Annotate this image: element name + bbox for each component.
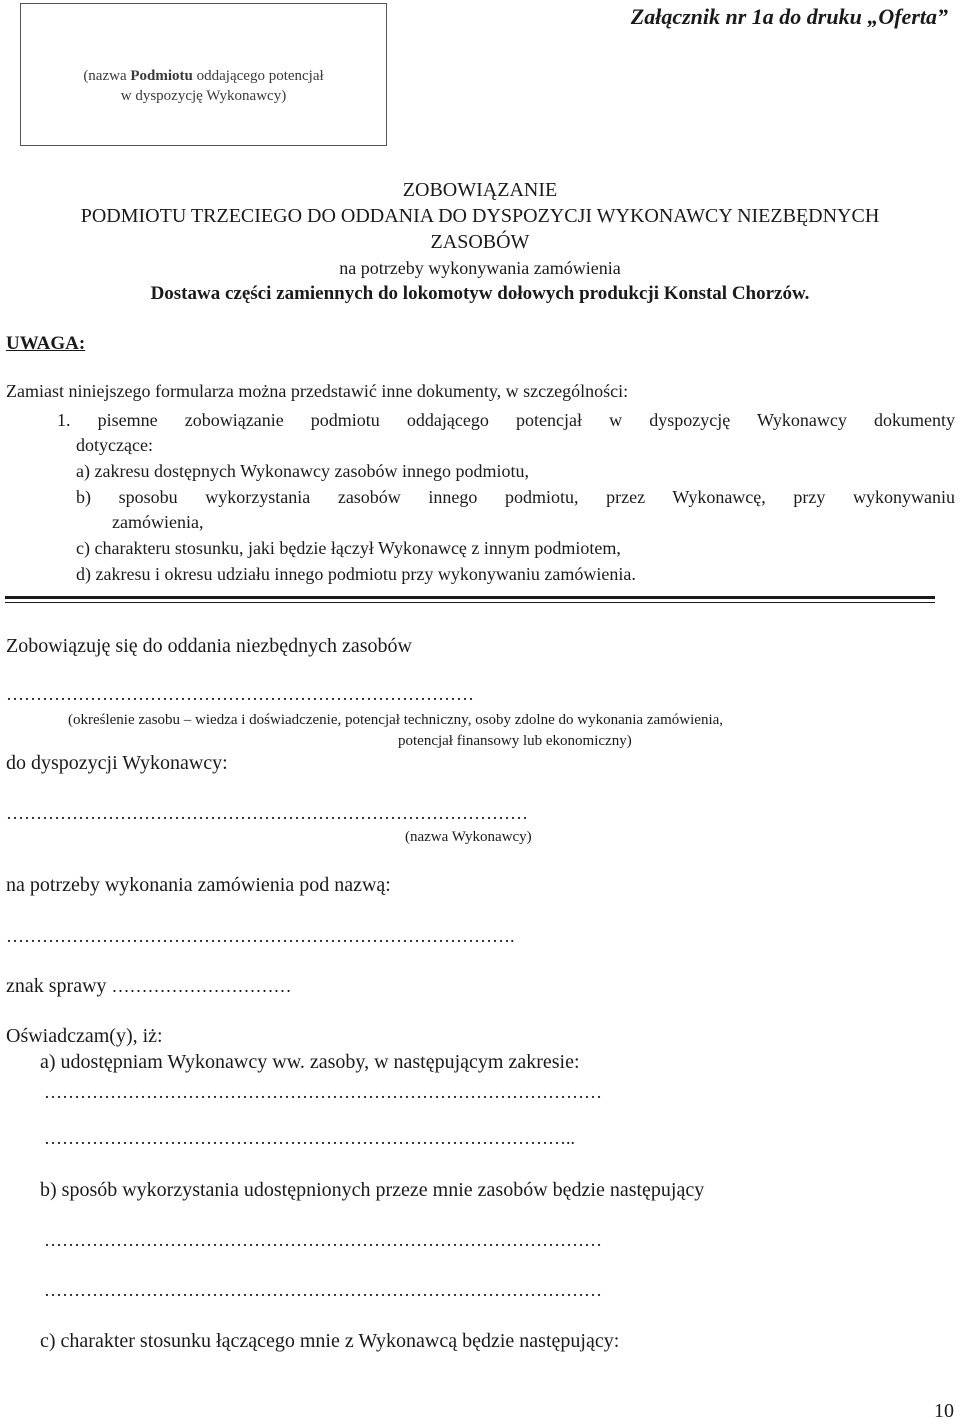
resource-hint-cont: potencjał finansowy lub ekonomiczny) xyxy=(398,733,632,749)
page-number: 10 xyxy=(934,1400,954,1422)
order-label: na potrzeby wykonania zamówienia pod nazwą: xyxy=(6,874,391,896)
entity-stamp-box xyxy=(20,3,387,146)
order-name: Dostawa części zamiennych do lokomotyw dołowych produkcji Konstal Chorzów. xyxy=(150,283,810,304)
doc-subtitle: na potrzeby wykonywania zamówienia xyxy=(339,258,621,278)
notice-item-b-cont: zamówienia, xyxy=(112,512,204,532)
commit-statement: Zobowiązuję się do oddania niezbędnych zasobów xyxy=(6,635,412,657)
stamp-caption-line2: w dyspozycję Wykonawcy) xyxy=(120,88,287,104)
order-fill-line: …………………………………………………………………………. xyxy=(6,926,515,946)
stamp-caption-prefix: (nazwa xyxy=(83,68,131,84)
notice-item-d: d) zakresu i okresu udziału innego podmiotu przy wykonywaniu zamówienia. xyxy=(76,564,636,584)
notice-intro: Zamiast niniejszego formularza można przedstawić inne dokumenty, w szczególności: xyxy=(6,381,629,401)
contractor-fill-line: …………………………………………………………………………… xyxy=(6,803,528,823)
doc-title-line3: ZASOBÓW xyxy=(430,231,530,253)
case-number-label: znak sprawy xyxy=(6,975,107,997)
declaration-item-a: a) udostępniam Wykonawcy ww. zasoby, w następującym zakresie: xyxy=(40,1051,580,1073)
separator-thick xyxy=(5,596,935,599)
doc-title: ZOBOWIĄZANIE xyxy=(402,179,558,201)
doc-title-line2: PODMIOTU TRZECIEGO DO ODDANIA DO DYSPOZYCJI WYKONAWCY NIEZBĘDNYCH xyxy=(80,205,880,227)
notice-item-a: a) zakresu dostępnych Wykonawcy zasobów innego podmiotu, xyxy=(76,461,529,481)
notice-item-1: 1. pisemne zobowiązanie podmiotu oddającego potencjał w dyspozycję Wykonawcy dokumenty xyxy=(57,410,955,430)
declaration-item-b: b) sposób wykorzystania udostępnionych przeze mnie zasobów będzie następujący xyxy=(40,1179,705,1201)
separator-thin xyxy=(5,602,935,603)
entity-stamp-caption xyxy=(21,66,386,106)
contractor-hint: (nazwa Wykonawcy) xyxy=(405,829,532,845)
stamp-caption-bold: Podmiotu xyxy=(130,68,193,84)
case-number-row xyxy=(6,973,292,999)
notice-label: UWAGA: xyxy=(6,333,86,354)
usage-fill-line-1: ………………………………………………………………………………… xyxy=(44,1230,602,1250)
scope-fill-line-1: ………………………………………………………………………………… xyxy=(44,1082,602,1102)
notice-item-c: c) charakteru stosunku, jaki będzie łączył Wykonawcę z innym podmiotem, xyxy=(76,538,621,558)
declaration-label: Oświadczam(y), iż: xyxy=(6,1025,163,1047)
notice-item-b: b) sposobu wykorzystania zasobów innego podmiotu, przez Wykonawcę, przy wykonywaniu xyxy=(76,487,955,507)
stamp-caption-suffix: oddającego potencjał xyxy=(192,68,324,84)
contractor-label: do dyspozycji Wykonawcy: xyxy=(6,752,228,774)
declaration-item-c: c) charakter stosunku łączącego mnie z Wykonawcą będzie następujący: xyxy=(40,1330,620,1352)
scope-fill-line-2: …………………………………………………………………………….. xyxy=(44,1128,575,1148)
notice-item-1-cont: dotyczące: xyxy=(76,435,153,455)
case-number-fill: ………………………… xyxy=(111,976,292,996)
resource-hint: (określenie zasobu – wiedza i doświadczenie, potencjał techniczny, osoby zdolne do wykonania zamówienia, xyxy=(68,712,724,728)
resource-fill-line: …………………………………………………………………… xyxy=(6,684,474,704)
usage-fill-line-2: ………………………………………………………………………………… xyxy=(44,1280,602,1300)
annex-label: Załącznik nr 1a do druku „Oferta” xyxy=(630,4,948,29)
